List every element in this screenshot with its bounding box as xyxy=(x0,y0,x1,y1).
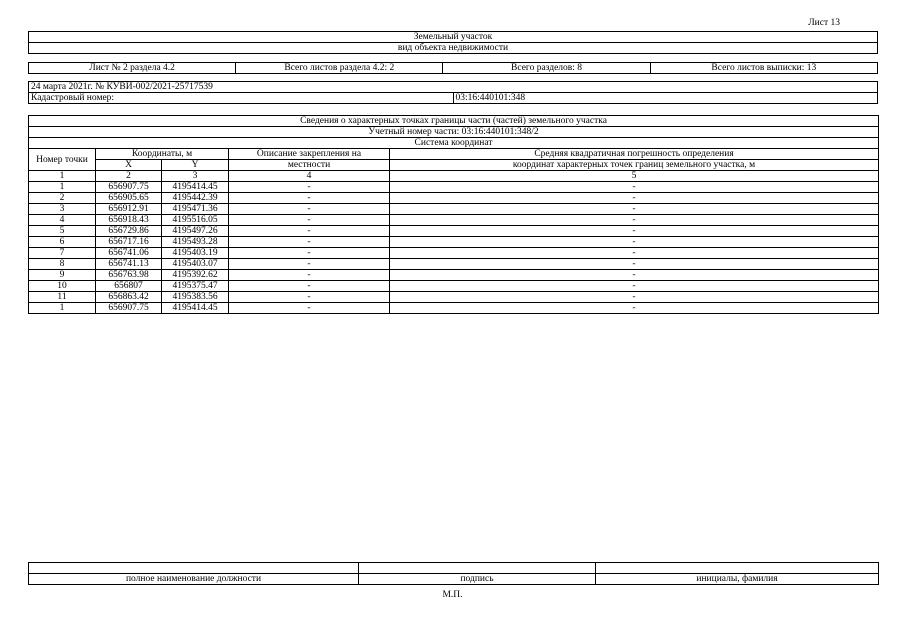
table-row xyxy=(29,193,879,204)
x-cell: 656741.13 xyxy=(96,259,162,270)
signature-field xyxy=(359,563,596,574)
point-number-cell: 2 xyxy=(29,193,96,204)
point-number-cell: 1 xyxy=(29,182,96,193)
table-row xyxy=(29,248,879,259)
point-number-cell: 11 xyxy=(29,292,96,303)
col-num: 4 xyxy=(229,171,390,182)
col-num: 1 xyxy=(29,171,96,182)
name-field xyxy=(596,563,879,574)
col-error-line2: координат характерных точек границ земельного участка, м xyxy=(390,160,879,171)
description-cell: - xyxy=(229,182,390,193)
description-cell: - xyxy=(229,259,390,270)
description-cell: - xyxy=(229,226,390,237)
description-cell: - xyxy=(229,248,390,259)
total-sheets-section: Всего листов раздела 4.2: 2 xyxy=(236,63,443,74)
description-cell: - xyxy=(229,292,390,303)
y-cell: 4195414.45 xyxy=(162,303,229,314)
description-cell: - xyxy=(229,215,390,226)
sheet-number: Лист 13 xyxy=(808,18,840,28)
error-cell: - xyxy=(390,204,879,215)
col-error-line1: Средняя квадратичная погрешность определения xyxy=(390,149,879,160)
description-cell: - xyxy=(229,281,390,292)
col-description-line1: Описание закрепления на xyxy=(229,149,390,160)
table-row xyxy=(29,226,879,237)
point-number-cell: 5 xyxy=(29,226,96,237)
y-cell: 4195497.26 xyxy=(162,226,229,237)
signature-label: подпись xyxy=(359,574,596,585)
signature-table xyxy=(28,562,879,585)
x-cell: 656912.91 xyxy=(96,204,162,215)
x-cell: 656763.98 xyxy=(96,270,162,281)
error-cell: - xyxy=(390,226,879,237)
error-cell: - xyxy=(390,215,879,226)
y-cell: 4195375.47 xyxy=(162,281,229,292)
y-cell: 4195516.05 xyxy=(162,215,229,226)
x-cell: 656905.65 xyxy=(96,193,162,204)
x-cell: 656717.16 xyxy=(96,237,162,248)
description-cell: - xyxy=(229,237,390,248)
col-description-line2: местности xyxy=(229,160,390,171)
object-title: Земельный участок xyxy=(29,32,878,43)
point-number-cell: 7 xyxy=(29,248,96,259)
error-cell: - xyxy=(390,292,879,303)
point-number-cell: 10 xyxy=(29,281,96,292)
table-row xyxy=(29,237,879,248)
table-row xyxy=(29,281,879,292)
x-cell: 656741.06 xyxy=(96,248,162,259)
column-numbers-row xyxy=(29,171,879,182)
error-cell: - xyxy=(390,193,879,204)
position-field xyxy=(29,563,359,574)
table-row xyxy=(29,182,879,193)
total-sections: Всего разделов: 8 xyxy=(443,63,650,74)
coordinate-system: Система координат xyxy=(29,138,879,149)
x-cell: 656729.86 xyxy=(96,226,162,237)
error-cell: - xyxy=(390,259,879,270)
extract-date-number: 24 марта 2021г. № КУВИ-002/2021-25717539 xyxy=(29,82,878,93)
x-cell: 656918.43 xyxy=(96,215,162,226)
table-row xyxy=(29,303,879,314)
y-cell: 4195442.39 xyxy=(162,193,229,204)
error-cell: - xyxy=(390,248,879,259)
error-cell: - xyxy=(390,281,879,292)
table-row xyxy=(29,215,879,226)
description-cell: - xyxy=(229,204,390,215)
x-cell: 656807 xyxy=(96,281,162,292)
cadastral-label: Кадастровый номер: xyxy=(29,93,454,104)
description-cell: - xyxy=(229,270,390,281)
points-table-title: Сведения о характерных точках границы части (частей) земельного участка xyxy=(29,116,879,127)
point-number-cell: 6 xyxy=(29,237,96,248)
description-cell: - xyxy=(229,303,390,314)
y-cell: 4195403.19 xyxy=(162,248,229,259)
point-number-cell: 4 xyxy=(29,215,96,226)
col-num: 5 xyxy=(390,171,879,182)
error-cell: - xyxy=(390,303,879,314)
description-cell: - xyxy=(229,193,390,204)
y-cell: 4195383.56 xyxy=(162,292,229,303)
error-cell: - xyxy=(390,182,879,193)
point-number-cell: 1 xyxy=(29,303,96,314)
section-info-table xyxy=(28,62,878,74)
error-cell: - xyxy=(390,237,879,248)
col-point-number: Номер точки xyxy=(29,149,96,171)
stamp-label: М.П. xyxy=(442,590,463,600)
col-coordinates: Координаты, м xyxy=(96,149,229,160)
col-y: Y xyxy=(162,160,229,171)
error-cell: - xyxy=(390,270,879,281)
object-subtitle: вид объекта недвижимости xyxy=(29,43,878,54)
total-sheets-extract: Всего листов выписки: 13 xyxy=(650,63,877,74)
part-number: Учетный номер части: 03:16:440101:348/2 xyxy=(29,127,879,138)
y-cell: 4195392.62 xyxy=(162,270,229,281)
y-cell: 4195493.28 xyxy=(162,237,229,248)
position-label: полное наименование должности xyxy=(29,574,359,585)
sheet-of-section: Лист № 2 раздела 4.2 xyxy=(29,63,236,74)
point-number-cell: 9 xyxy=(29,270,96,281)
col-x: X xyxy=(96,160,162,171)
table-row xyxy=(29,259,879,270)
cadastral-value: 03:16:440101:348 xyxy=(453,93,878,104)
x-cell: 656907.75 xyxy=(96,182,162,193)
point-number-cell: 8 xyxy=(29,259,96,270)
col-num: 2 xyxy=(96,171,162,182)
points-body xyxy=(29,182,879,314)
x-cell: 656863.42 xyxy=(96,292,162,303)
y-cell: 4195471.36 xyxy=(162,204,229,215)
name-label: инициалы, фамилия xyxy=(596,574,879,585)
y-cell: 4195414.45 xyxy=(162,182,229,193)
boundary-points-table xyxy=(28,115,879,314)
x-cell: 656907.75 xyxy=(96,303,162,314)
extract-info-table xyxy=(28,81,878,104)
table-row xyxy=(29,204,879,215)
y-cell: 4195403.07 xyxy=(162,259,229,270)
table-row xyxy=(29,270,879,281)
object-header-table xyxy=(28,31,878,54)
col-num: 3 xyxy=(162,171,229,182)
point-number-cell: 3 xyxy=(29,204,96,215)
table-row xyxy=(29,292,879,303)
